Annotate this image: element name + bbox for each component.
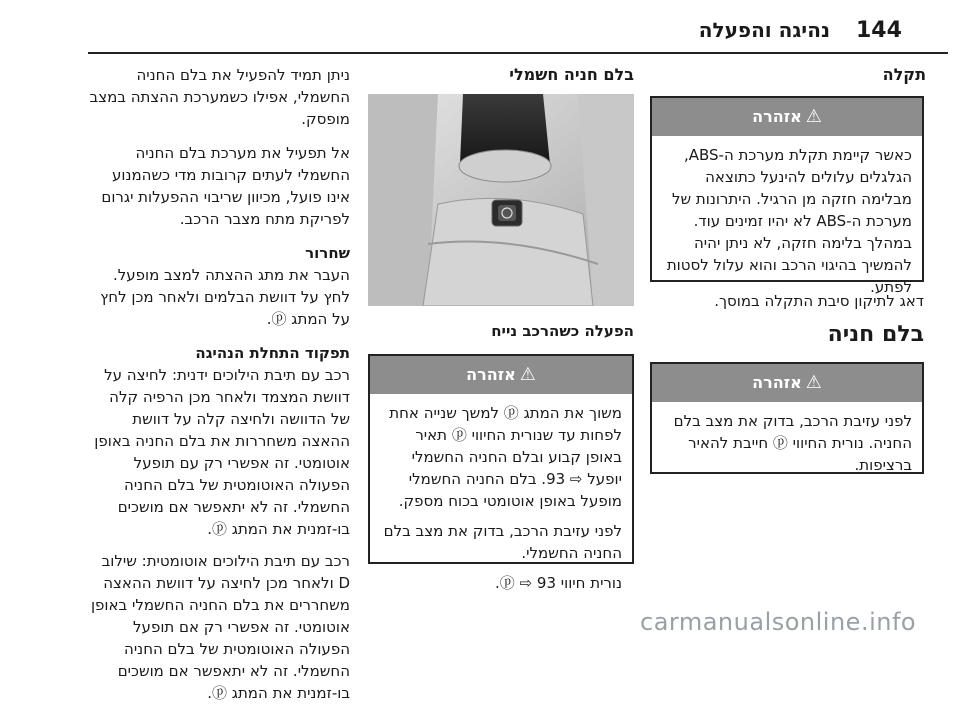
repair-note: דאג לתיקון סיבת התקלה במוסך. xyxy=(714,292,924,310)
warning-title-bar xyxy=(652,98,922,136)
drive-away-automatic-text: רכב עם תיבת הילוכים אוטומטית: שילוב D ולאחר מכן לחיצה על דוושת ההאצה משחררים את בלם החניה החשמלי באופן אוטומטי. זה אפשרי רק אם תופעל הפעולה האוטומטית של בלם החניה החשמלי. זה לא יתאפשר אם מושכים בו-זמנית את המתג ⓟ. xyxy=(90,552,350,702)
parking-brake-warning-text: לפני עזיבת הרכב, בדוק את מצב בלם החניה. נורית החיווי ⓟ חייבת להאיר ברציפות. xyxy=(673,412,912,474)
header-rule xyxy=(88,52,948,54)
parking-brake-warning-box xyxy=(650,362,924,474)
left-column xyxy=(88,64,350,704)
release-heading: שחרור xyxy=(305,244,350,262)
warning-triangle-icon: ⚠ xyxy=(805,106,822,127)
watermark: carmanualsonline.info xyxy=(640,608,917,636)
warning-title-bar xyxy=(652,364,922,402)
console-illustration xyxy=(368,94,634,306)
left-paragraph-1: ניתן תמיד להפעיל את בלם החניה החשמלי, אפילו כשמערכת ההצתה במצב מופסק. xyxy=(89,66,350,128)
electric-parking-brake-heading: בלם חניה חשמלי xyxy=(509,65,634,84)
right-column-heading-wrap xyxy=(656,64,926,86)
drive-away-heading: תפקוד התחלת הנהיגה xyxy=(195,344,350,362)
middle-subheading-wrap xyxy=(368,320,634,342)
page-header xyxy=(0,0,960,60)
warning-triangle-icon: ⚠ xyxy=(805,372,822,393)
apply-stationary-subheading: הפעלה כשהרכב נייח xyxy=(491,322,634,340)
drive-away-manual-text: רכב עם תיבת הילוכים ידנית: לחיצה על דוושת המצמד ולאחר מכן הרפיה קלה של הדוושה ולחיצה קלה על דוושת ההאצה משחררות את בלם החניה באופן אוטומטי. זה אפשרי רק עם תופעל הפעולה האוטומטית של בלם החניה החשמלי. זה לא יתאפשר אם מושכים בו-זמנית את המתג ⓟ. xyxy=(94,366,350,538)
abs-warning-text: כאשר קיימת תקלת מערכת ה-ABS, הגלגלים עלולים להינעל כתוצאה מבלימה חזקה מן הרגיל. היתרונות של מערכת ה-ABS לא יהיו זמינים עוד. במהלך בלימה חזקה, לא ניתן יהיה להמשיך בהיגוי הרכב והוא עלול לסטות לפתע. xyxy=(666,146,912,296)
warning-triangle-icon: ⚠ xyxy=(519,364,536,385)
right-note-wrap xyxy=(650,290,924,312)
warning-paragraph-1: משוך את המתג ⓟ למשך שנייה אחת לפחות עד שנורית החיווי ⓟ תאיר באופן קבוע ובלם החניה החשמלי יופעל ⇨ 93. בלם החניה החשמלי מופעל באופן אוטומטי בכוח מספק. xyxy=(389,404,622,510)
warning-paragraph-3: נורית חיווי ⓟ ⇨ 93. xyxy=(495,574,622,592)
middle-heading-wrap xyxy=(368,64,634,86)
left-paragraph-2: אל תפעיל את מערכת בלם החניה החשמלי לעתים קרובות מדי כשהמנוע אינו פועל, מכיוון שריבוי ההפעלות יגרום לפריקת מתח מצבר הרכב. xyxy=(101,144,350,228)
abs-warning-box xyxy=(650,96,924,296)
warning-paragraph-2: לפני עזיבת הרכב, בדוק את מצב בלם החניה החשמלי. xyxy=(383,522,622,562)
parking-brake-heading-wrap xyxy=(650,322,924,347)
warning-title: אזהרה xyxy=(752,107,802,126)
section-title: נהיגה והפעלה xyxy=(698,18,830,42)
parking-brake-switch-photo xyxy=(368,94,634,306)
warning-title-bar xyxy=(370,356,632,394)
parking-brake-heading: בלם חניה xyxy=(827,322,924,347)
warning-title: אזהרה xyxy=(466,365,516,384)
warning-title: אזהרה xyxy=(752,373,802,392)
electric-brake-warning-box xyxy=(368,354,634,592)
malfunction-heading: תקלה xyxy=(882,65,926,84)
page-number: 144 xyxy=(856,18,902,43)
release-text: העבר את מתג ההצתה למצב מופעל. לחץ על דוושת הבלמים ולאחר מכן לחץ על המתג ⓟ. xyxy=(100,266,350,328)
